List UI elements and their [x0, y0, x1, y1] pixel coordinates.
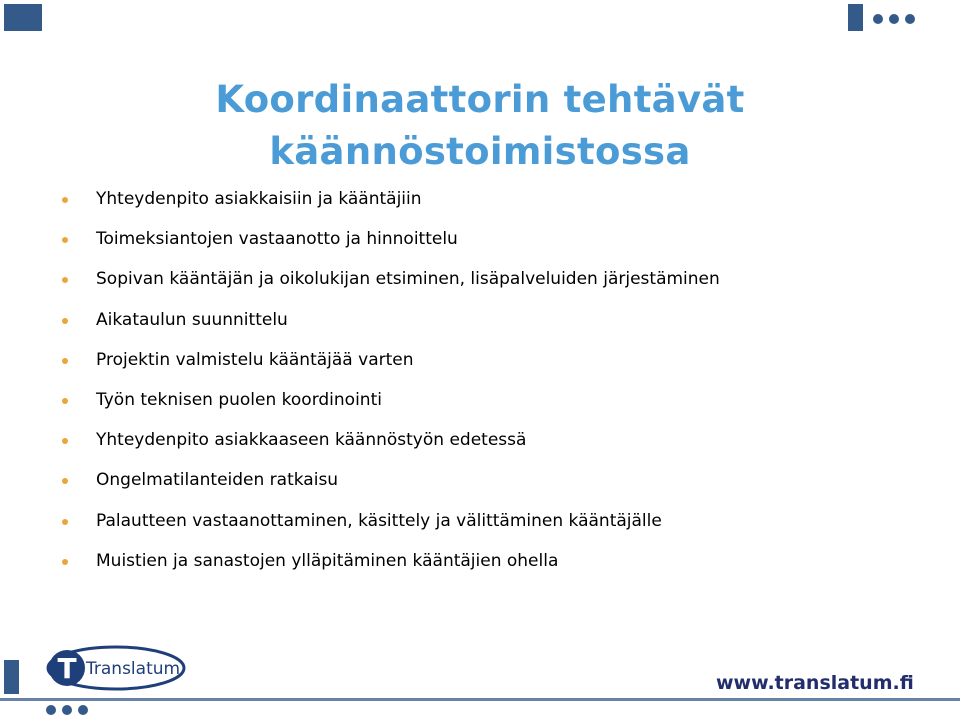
- bullet-text: Ongelmatilanteiden ratkaisu: [96, 470, 339, 491]
- bullet-text: Toimeksiantojen vastaanotto ja hinnoittelu: [96, 229, 458, 250]
- bullet-dot-icon: [62, 398, 68, 404]
- website-url: www.translatum.fi: [716, 672, 914, 694]
- bullet-dot-icon: [62, 237, 68, 243]
- bullet-item: [60, 186, 940, 226]
- decorative-square-top-left: [4, 4, 42, 31]
- bullet-dot-icon: [62, 318, 68, 324]
- bullet-item: [60, 347, 940, 387]
- bullet-item: [60, 266, 940, 306]
- bullet-item: [60, 548, 940, 588]
- decorative-square-top-right: [848, 4, 863, 31]
- bullet-text: Yhteydenpito asiakkaisiin ja kääntäjiin: [96, 189, 422, 209]
- logo-text: Translatum: [86, 659, 181, 679]
- bullet-item: [60, 508, 940, 548]
- bullet-text: Palautteen vastaanottaminen, käsittely ja välittäminen kääntäjälle: [96, 510, 662, 531]
- bullet-item: [60, 226, 940, 266]
- bullet-item: [60, 387, 940, 427]
- bullet-item: [60, 467, 940, 507]
- bullet-dot-icon: [62, 358, 68, 364]
- svg-text:T: T: [57, 652, 77, 685]
- bullet-item: [60, 307, 940, 347]
- bullet-dot-icon: [62, 277, 68, 283]
- bullet-list: [60, 186, 940, 588]
- decorative-square-bottom-left: [4, 660, 19, 694]
- bullet-dot-icon: [62, 197, 68, 203]
- bullet-text: Projektin valmistelu kääntäjää varten: [96, 349, 414, 370]
- bullet-text: Yhteydenpito asiakkaaseen käännöstyön edetessä: [96, 430, 527, 451]
- bullet-text: Aikataulun suunnittelu: [96, 309, 288, 330]
- slide-title-line2: käännöstoimistossa: [269, 130, 691, 173]
- bullet-dot-icon: [62, 559, 68, 565]
- decorative-bar-bottom: [0, 698, 960, 701]
- bullet-dot-icon: [62, 519, 68, 525]
- translatum-logo-icon: [46, 644, 186, 692]
- decorative-dots-bottom-left: [46, 705, 88, 715]
- decorative-dots-top-right: [873, 14, 915, 24]
- bullet-dot-icon: [62, 438, 68, 444]
- slide-title: [120, 74, 840, 178]
- bullet-item: [60, 427, 940, 467]
- bullet-dot-icon: [62, 478, 68, 484]
- slide-title-line1: Koordinaattorin tehtävät: [215, 78, 745, 121]
- bullet-text: Työn teknisen puolen koordinointi: [96, 389, 382, 410]
- bullet-text: Muistien ja sanastojen ylläpitäminen kääntäjien ohella: [96, 550, 559, 571]
- bullet-text: Sopivan kääntäjän ja oikolukijan etsiminen, lisäpalveluiden järjestäminen: [96, 269, 720, 290]
